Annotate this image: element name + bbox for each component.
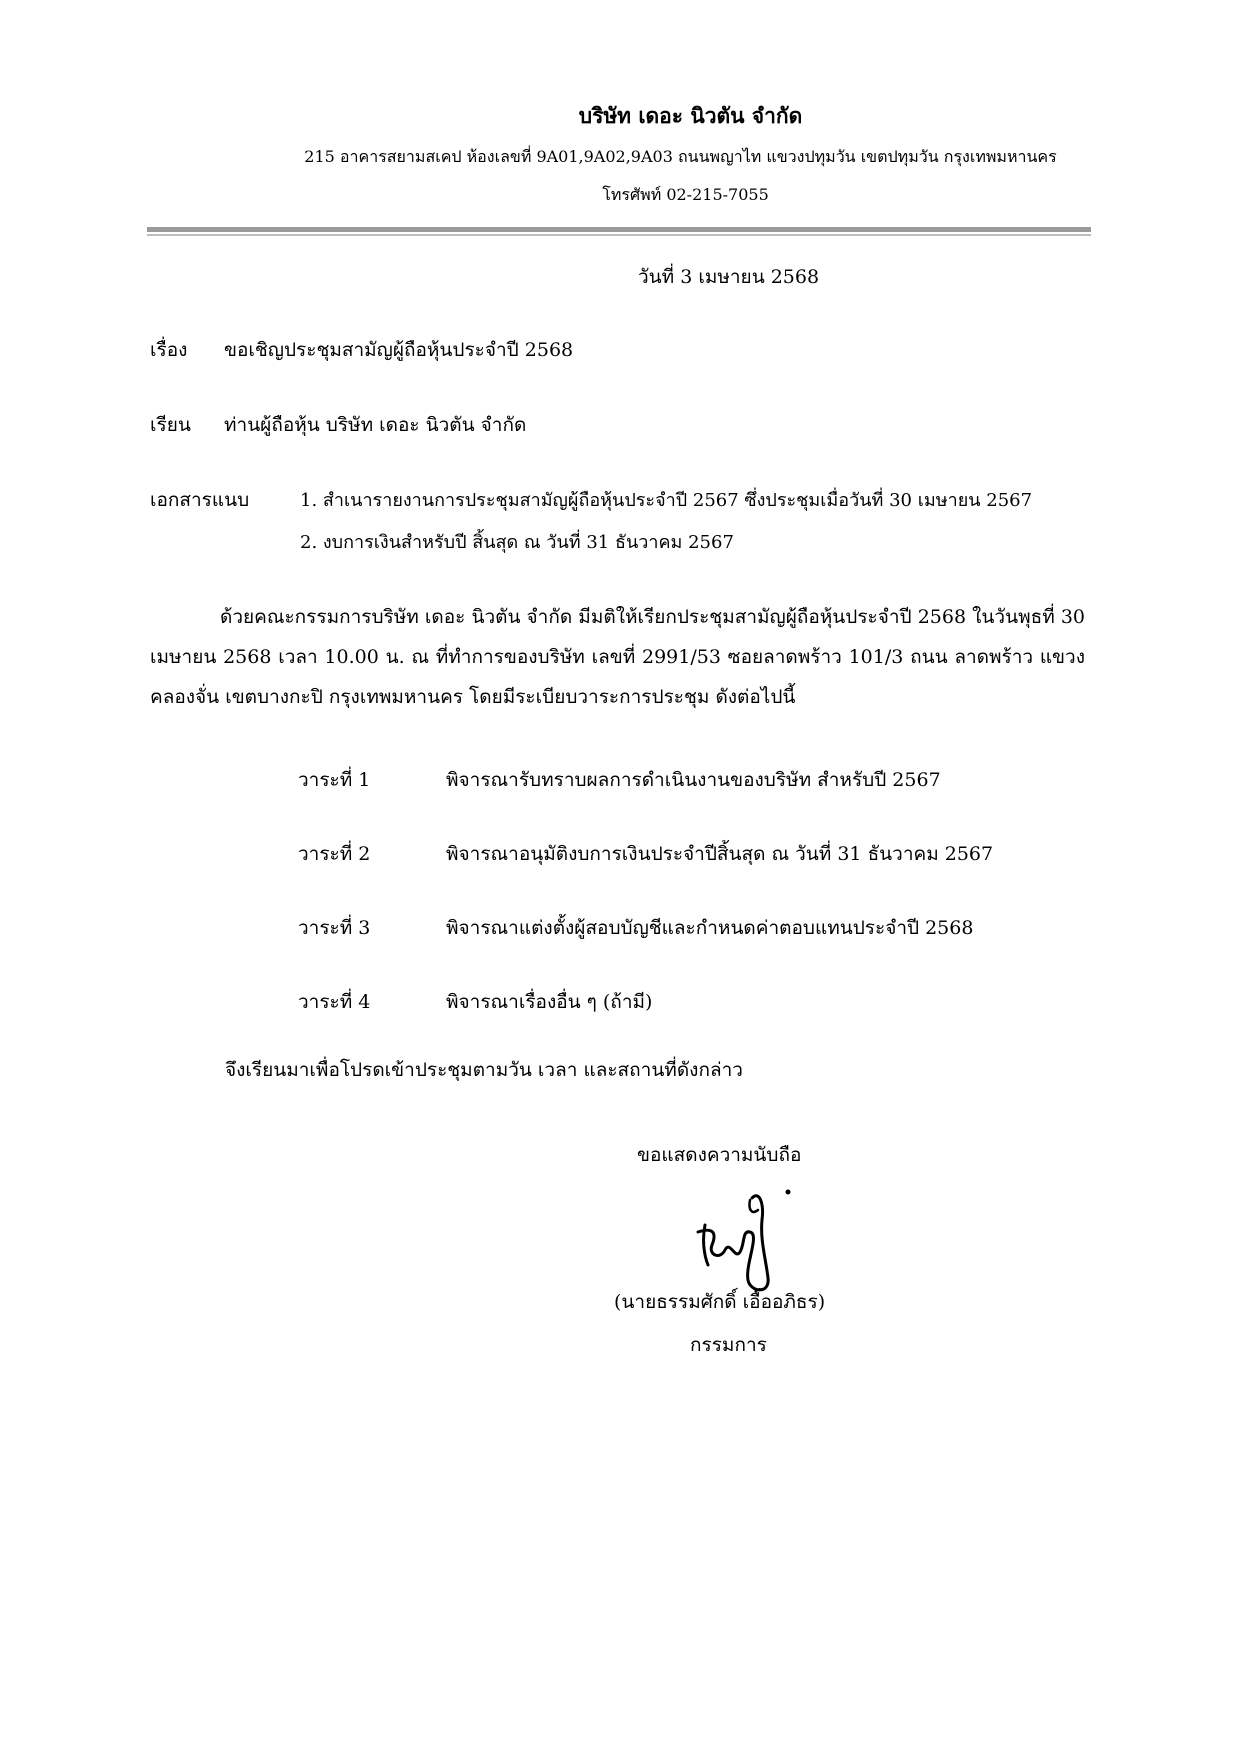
subject-label: เรื่อง <box>150 339 188 361</box>
agenda-text: พิจารณารับทราบผลการดำเนินงานของบริษัท สำหรับปี 2567 <box>446 769 941 791</box>
header-divider <box>147 227 1091 232</box>
agenda-text: พิจารณาเรื่องอื่น ๆ (ถ้ามี) <box>446 991 653 1013</box>
company-address: 215 อาคารสยามสเคป ห้องเลขที่ 9A01,9A02,9A03 ถนนพญาไท แขวงปทุมวัน เขตปทุมวัน กรุงเทพมหานคร <box>304 147 1057 166</box>
attachment-item-2: 2. งบการเงินสำหรับปี สิ้นสุด ณ วันที่ 31 ธันวาคม 2567 <box>300 532 734 553</box>
agenda-number: วาระที่ 3 <box>298 917 371 939</box>
company-phone: โทรศัพท์ 02-215-7055 <box>602 185 769 204</box>
agenda-text: พิจารณาแต่งตั้งผู้สอบบัญชีและกำหนดค่าตอบแทนประจำปี 2568 <box>446 917 974 939</box>
signer-position: กรรมการ <box>690 1334 767 1356</box>
company-name: บริษัท เดอะ นิวตัน จำกัด <box>578 103 803 128</box>
agenda-number: วาระที่ 4 <box>298 991 371 1013</box>
signer-name: (นายธรรมศักดิ์ เอื้ออภิธร) <box>614 1291 826 1313</box>
handwritten-signature <box>690 1170 820 1295</box>
regards-text: ขอแสดงความนับถือ <box>637 1144 802 1166</box>
header-divider-thin <box>147 234 1091 236</box>
body-text: ด้วยคณะกรรมการบริษัท เดอะ นิวตัน จำกัด มีมติให้เรียกประชุมสามัญผู้ถือหุ้นประจำปี 2568 ในวันพุธที่ 30 เมษายน 2568 เวลา 10.00 น. ณ ที่ทำการของบริษัท เลขที่ 2991/53 ซอยลาดพร้าว 101/3 ถนน ลาดพร้าว แขวงคลองจั่น เขตบางกะปิ กรุงเทพมหานคร โดยมีระเบียบวาระการประชุม ดังต่อไปนี้ <box>150 606 1085 708</box>
agenda-number: วาระที่ 1 <box>298 769 371 791</box>
recipient-text: ท่านผู้ถือหุ้น บริษัท เดอะ นิวตัน จำกัด <box>224 414 527 436</box>
agenda-number: วาระที่ 2 <box>298 843 371 865</box>
letter-date: วันที่ 3 เมษายน 2568 <box>638 266 820 288</box>
attachment-item-1: 1. สำเนารายงานการประชุมสามัญผู้ถือหุ้นประจำปี 2567 ซึ่งประชุมเมื่อวันที่ 30 เมษายน 2567 <box>300 490 1033 511</box>
recipient-label: เรียน <box>150 414 191 436</box>
body-paragraph <box>150 597 1085 717</box>
agenda-text: พิจารณาอนุมัติงบการเงินประจำปีสิ้นสุด ณ วันที่ 31 ธันวาคม 2567 <box>446 843 994 865</box>
subject-text: ขอเชิญประชุมสามัญผู้ถือหุ้นประจำปี 2568 <box>224 339 574 361</box>
closing-sentence: จึงเรียนมาเพื่อโปรดเข้าประชุมตามวัน เวลา และสถานที่ดังกล่าว <box>225 1059 743 1081</box>
attachments-label: เอกสารแนบ <box>150 489 250 511</box>
